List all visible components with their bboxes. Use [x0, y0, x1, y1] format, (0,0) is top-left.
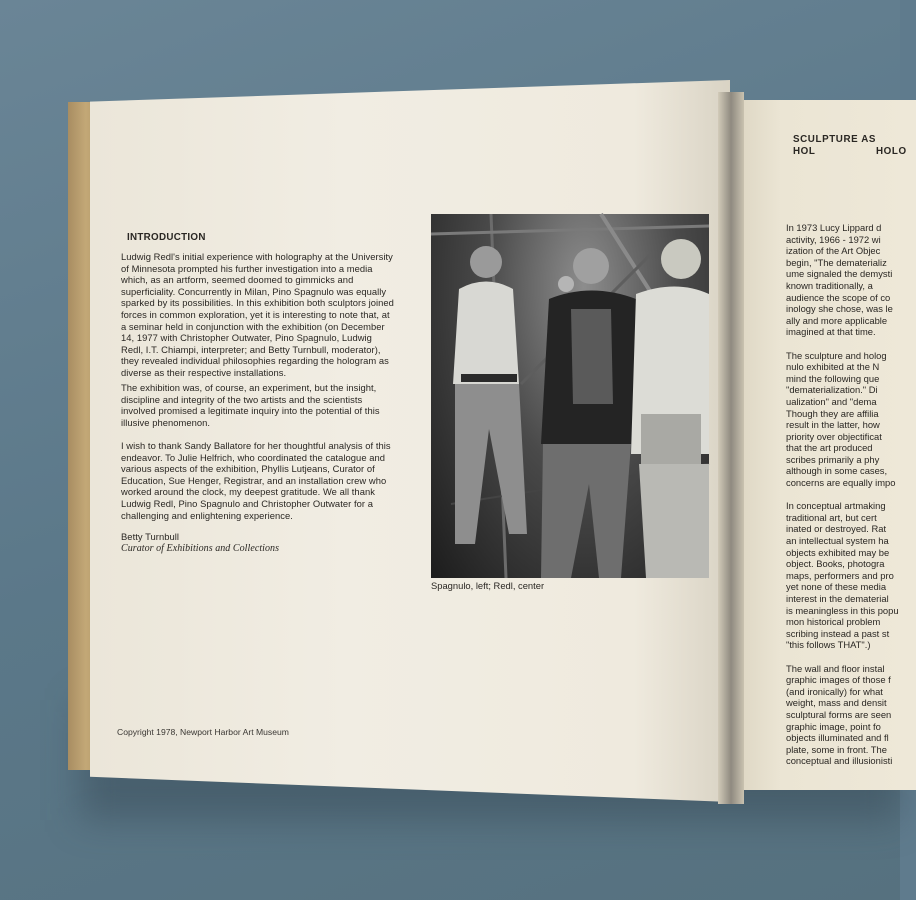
intro-paragraph-3: I wish to thank Sandy Ballatore for her thoughtful analysis of this endeavor. To Julie Helfrich, who coordinated the catalogue and various aspects of the exhibition, Phyllis Lutjeans, Curator of Education, Sue Henger, Registrar, and an installation crew who worked around the clock, my deepest gratitude. We all thank Ludwig Redl, Pino Spagnulo and Christopher Outwater for a challenging and enlightening experience. [121, 440, 391, 521]
photo-illustration [431, 214, 709, 578]
right-page-title-line-2: HOLO [876, 146, 907, 157]
book-gutter [718, 92, 744, 804]
intro-paragraph-1: Ludwig Redl's initial experience with holography at the University of Minnesota prompted his further investigation into a media which, as an artform, seemed doomed to gimmicks and superficiality. Concurrently in Milan, Pino Spagnulo was equally sparked by its possibilities. In this exhibition both sculptors joined forces in common exploration, yet it is interesting to note that, at a seminar held in conjunction with the exhibition (on December 14, 1977 with Christopher Outwater, Pino Spagnulo, Ludwig Redl, I.T. Chiampi, interpreter; and Betty Turnbull, moderator), they revealed individual philosophies regarding the hologram as diverse as their respective installations. [121, 251, 394, 378]
right-page-body: In 1973 Lucy Lippard d activity, 1966 - 1972 wi ization of the Art Objec begin, "The dematerializ ume signaled the demysti known traditionally, a audience the scope of co inology she chose, was le ally and more applicable imagined at that time. The sculpture and holog nulo exhibited at the N mind the following que "dematerialization." Di ualization" and "dema Though they are affilia result in the latter, how priority over objectificat that the art produced scribes primarily a phy although in some cases, concerns are equally impo In conceptual artmaking traditional art, but cert inated or destroyed. Rat an intellectual system ha objects exhibited may be object. Books, photogra maps, performers and pro yet none of these media interest in the dematerial is meaningless in this popu mon historical problem scribing instead a past st "this follows THAT".) The wall and floor instal graphic images of those f (and ironically) for what weight, mass and densit sculptural forms are seen graphic image, point fo objects illuminated and fl plate, some in front. The conceptual and illusionisti [786, 222, 899, 767]
intro-paragraph-2: The exhibition was, of course, an experiment, but the insight, discipline and integrity of the two artists and the scientists involved promised a legitimate inquiry into the potential of this illusive phenomenon. [121, 382, 380, 428]
right-page-title-line-1: SCULPTURE AS HOL [793, 134, 877, 157]
copyright-notice: Copyright 1978, Newport Harbor Art Museum [117, 727, 289, 737]
intro-heading: INTRODUCTION [127, 232, 206, 243]
signature-name: Betty Turnbull [121, 531, 180, 542]
signature-title: Curator of Exhibitions and Collections [121, 543, 280, 554]
black-and-white-photo [431, 214, 709, 578]
photo-caption: Spagnulo, left; Redl, center [431, 580, 545, 591]
